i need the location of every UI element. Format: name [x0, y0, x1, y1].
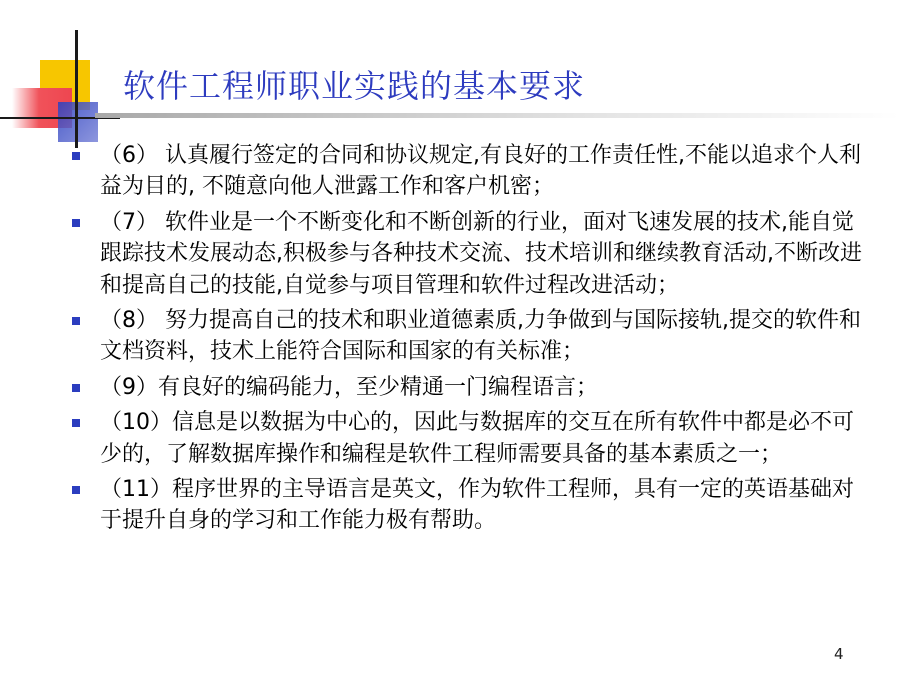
bullet-item [72, 407, 872, 470]
slide-logo-decoration [0, 0, 120, 150]
bullet-text: （9）有良好的编码能力，至少精通一门编程语言； [100, 374, 598, 400]
bullet-list [72, 140, 872, 541]
bullet-item [72, 305, 872, 368]
bullet-item [72, 474, 872, 537]
bullet-text: （10）信息是以数据为中心的，因此与数据库的交互在所有软件中都是必不可少的，了解数据库操作和编程是软件工程师需要具备的基本素质之一； [100, 410, 854, 467]
page-number: 4 [834, 645, 844, 663]
bullet-square-icon [72, 419, 80, 427]
bullet-text: （6） 认真履行签定的合同和协议规定,有良好的工作责任性,不能以追求个人利益为目的, 不随意向他人泄露工作和客户机密； [100, 143, 861, 200]
logo-blue-square [58, 102, 98, 142]
bullet-square-icon [72, 486, 80, 494]
bullet-text: （8） 努力提高自己的技术和职业道德素质,力争做到与国际接轨,提交的软件和文档资料，技术上能符合国际和国家的有关标准； [100, 308, 861, 365]
bullet-item [72, 207, 872, 301]
bullet-square-icon [72, 152, 80, 160]
logo-vertical-line [75, 30, 78, 148]
bullet-item [72, 372, 872, 403]
bullet-square-icon [72, 317, 80, 325]
title-underline-bar [95, 113, 900, 118]
bullet-text: （11）程序世界的主导语言是英文，作为软件工程师，具有一定的英语基础对于提升自身的学习和工作能力极有帮助。 [100, 477, 854, 534]
bullet-item [72, 140, 872, 203]
bullet-square-icon [72, 384, 80, 392]
slide-title: 软件工程师职业实践的基本要求 [123, 67, 586, 105]
bullet-text: （7） 软件业是一个不断变化和不断创新的行业，面对飞速发展的技术,能自觉跟踪技术发展动态,积极参与各种技术交流、技术培训和继续教育活动,不断改进和提高自己的技能,自觉参与项目管理和软件过程改进活动； [100, 209, 862, 298]
bullet-square-icon [72, 219, 80, 227]
